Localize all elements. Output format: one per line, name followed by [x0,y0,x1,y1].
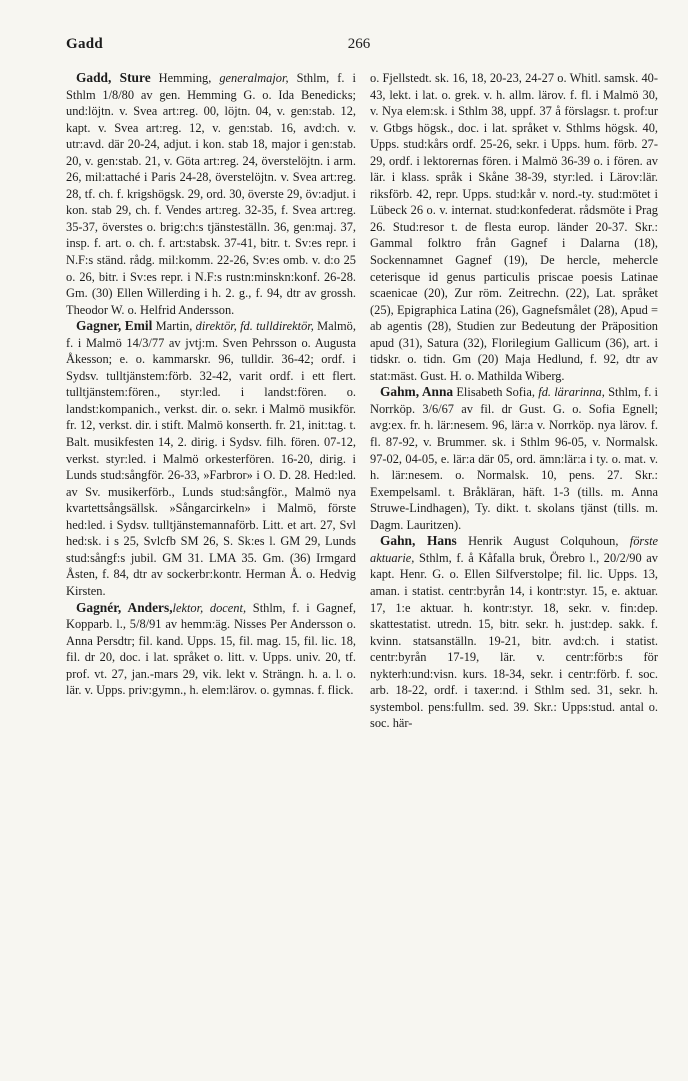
entry-forenames: Martin, [155,319,193,334]
entry-body: Sthlm, f. i Norrköp. 3/6/67 av fil. dr Gust. G. o. Sofia Egnell; avg:ex. fr. h. lär:nesem. 96, lär:a v. Norrköp. nya lärov. f. fl. 87-92, v. Brummer. sk. i Sthlm 96-05, v. Normalsk. 97-02, 04-05, e. lär:a där 05, ord. ämn:lär:a i ty. o. mat. v. h. lär:nesem. o. Normalsk. 10, pens. 27. Skr.: Exempelsaml. t. Bråkläran, häft. 1-3 (tills. m. Anna Struwe-Lindhagen), Ty. dikt. t. skolans tjänst (tills. m. Dagm. Lauritzen). [370,385,658,532]
entry-body: Sthlm, f. i Sthlm 1/8/80 av gen. Hemming G. o. Ida Benedicks; und:löjtn. v. Svea art:reg. 00, löjtn. 04, v. gen:stab. 12, kapt. v. Svea art:reg. 12, v. gen:stab. 16, avd:ch. v. utr:avd. där 20-24, adjut. i kon. stab 18, major i gen:stab. 20, v. gen:stab. 21, v. Göta art:reg. 24, överstelöjtn. i arm. 26, mil:attaché i Paris 24-28, överstelöjtn. v. Svea art:reg. 28, tf. ch. f. krigshögsk. 29, ord. 30, överste 29, öv:adjut. i kon. stab 29, ch. f. Vendes art:reg. 32-35, f. Svea art:reg. 35-37, överstes o. brig:ch:s tjänsteställn. 36, gen:maj. 37, insp. f. art. o. ch. f. art:stabsk. 37-41, bitr. t. Sv:es repr. i N.F:s ständ. rådg. mil:komm. 22-26, Sv:es omb. v. d:o 25 o. 26, bitr. i Sv:es repr. i N.F:s rustn:minskn:konf. 26-28. Gm. (30) Ellen Willerding i h. 2. g., f. 94, dtr av grossh. Theodor W. o. Helfrid Andersson. [66,71,356,317]
page-header [66,36,652,58]
column-right [370,70,658,732]
entry-gahn [370,533,658,732]
column-left [66,70,356,699]
entry-title: direktör, fd. tulldirektör, [195,319,314,334]
entry-name: Gagner, Emil [76,318,153,334]
entry-body-part1: Sthlm, f. i Gagnef, Kopparb. l., 5/8/91 av hemm:äg. Nisses Per Andersson o. Anna Persdtr; fil. kand. Upps. 15, fil. mag. 15, fil. lic. 18, fil. dr 20, doc. i lat. språket o. litt. v. Upps. univ. 20, tf. prof. vt. 27, jan.-mars 29, vik. lekt v. Strängn. h. a. l. o. lär. v. Upps. priv:gymn., h. elem:lärov. o. gymnas. f. flick. [66,600,356,698]
entry-gadd [66,70,356,318]
entry-title: lektor, docent, [172,600,247,615]
entry-gahm [370,384,658,533]
entry-body-part2: o. Fjellstedt. sk. 16, 18, 20-23, 24-27 o. Whitl. samsk. 40-43, lekt. i lat. o. grek. v. h. allm. lärov. f. fl. i Malmö 30, v. Nya elem:sk. i Sthlm 38, uppf. 37 å förslagsr. t. prof:ur v. Gtbgs högsk., doc. i lat. språket v. Sthlms högsk. 40, Upps. stud:kårs ordf. 25-26, sekr. i Upps. hum. förb. 27-29, ordf. i lektorernas fören. i Malmö 36-39 o. i fören. av lär. i klass. språk i Skåne 38-39, styr:led. i Lärov:lär. riksförb. 42, repr. Upps. stud:kår v. nord.-ty. stud:mötet i Lübeck 26 o. v. internat. stud:konfederat. rådsmöte i Prag 26. Stud:resor t. de flesta europ. länder 20-37. Skr.: Gammal folktro från Gagnef i Dalarna (18), Sockennamnet Gagnef (19), De hercle, mehercle ceterisque id genus particulis priscae poesis Latinae scaenicae (20), Zur röm. Zeitrechn. (22), Lat. språket (25), Epigraphica Latina (26), Gagnefsmålet (28), Apud = ab agentis (28), Studien zur Bedeutung der Präposition apud (31), Satura (32), Florilegium Gallicum (36), art. i tidskr. o. tidn. Gm (20) Maja Hedlund, f. 92, dtr av stat:mäst. Gust. H. o. Mathilda Wiberg. [370,71,658,383]
entry-forenames: Elisabeth Sofia, [456,385,535,400]
entry-gagner-anders [66,600,356,699]
entry-body: Sthlm, f. å Kåfalla bruk, Örebro l., 20/2/90 av kapt. Henr. G. o. Ellen Silfverstolpe; fil. lic. Upps. 13, aman. i statist. centr:byrån 14, i kontr:styr. 15, e. aktuar. 17, 1:e aktuar. h. kontr:styr. 18, sekr. v. fin:dep. skattestatist. utredn. 15, bitr. sekr. h. just:dep. sakk. f. kvinn. statsanställn. 19-21, bitr. avd:ch. i statist. centr:byrån 17-19, lär. v. centr:förb:s för nykterh:und:visn. kurs. 18-34, sekr. i centr:förb. f. soc. arb. 18-22, ordf. i taxer:nd. i Sthlm sed. 31, sekr. h. systembol. pens:fullm. sed. 39. Skr.: Upps:stud. antal o. soc. här- [370,550,658,731]
entry-forenames: Henrik August Colquhoun, [468,534,619,549]
page-number: 266 [347,36,371,52]
entry-title: fd. lärarinna, [538,385,605,400]
entry-body: Malmö, f. i Malmö 14/3/77 av jvtj:m. Sven Pehrsson o. Augusta Åkesson; e. o. kammarskr. 96, tulldir. 36-42; ordf. i Sydsv. tulltjänstem:förb. 32-42, varit ordf. i ett flert. tulltjänstem:fören., styr:led. i landst:fören. o. landst:kompanich., verkst. dir. o. sekr. i Malmö musikför. fr. 12, verkst. dir. i stift. Malmö konserth. fr. 21, init:tag. t. Balt. musikfesten 14, 2. dirig. i Sydsv. filh. fören. 07-12, verkst. styr:led. i Malmö orkesterfören. 16-20, dirig. i Lunds stud:sångför. 26-33, »Farbror» i O. D. 28. Hed:led. av Sv. musikerförb., Lunds stud:sångför., Malmö nya kvartettsångsällsk. »Sångarcirkeln» i Malmö, förste hed:led. i Sydsv. tulltjänstemannaförb. Litt. et art. 27, Svl hed:sk. i s 25, Svlcfb SM 26, S. Sk:es l. GM 29, Lunds stud:sångf:s jubil. GM 31. LMA 35. Gm. (36) Irmgard Åsten, f. 84, dtr av sockerbr:kontr. Herman Å. o. Hedvig Kirsten. [66,319,356,598]
entry-name: Gadd, Sture [76,70,151,85]
entry-name: Gahn, Hans [380,533,457,549]
entry-forenames: Hemming, [158,71,212,85]
entry-title: generalmajor, [219,71,289,85]
entry-gagner [66,318,356,599]
entry-name: Gagnér, Anders, [76,599,173,615]
running-head-word: Gadd [66,36,104,52]
entry-name: Gahm, Anna [380,384,454,400]
entry-title: förste aktuarie, [370,534,659,565]
entry-gagner-anders-continued [370,70,658,384]
